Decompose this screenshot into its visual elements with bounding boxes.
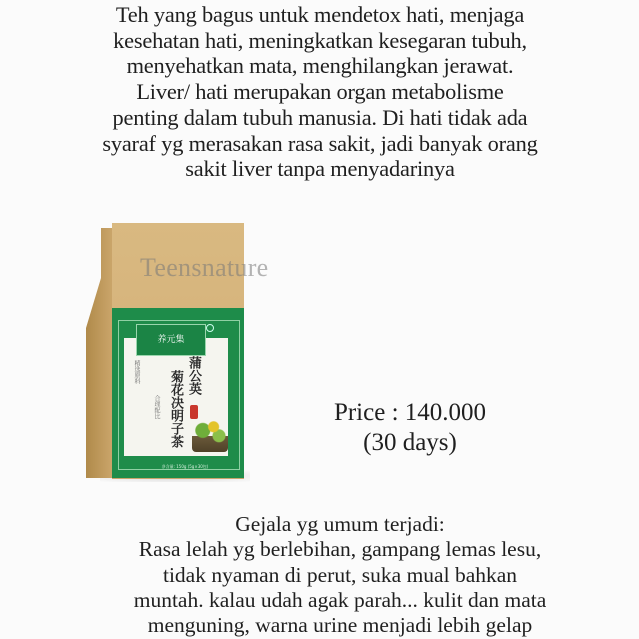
intro-line: Teh yang bagus untuk mendetox hati, menjaga [115, 2, 525, 27]
label-side-text-1: 精选原料 [133, 360, 140, 384]
intro-line: menyehatkan mata, menghilangkan jerawat. [126, 53, 514, 79]
intro-line: penting dalam tubuh manusia. Di hati tidak ada [112, 104, 528, 130]
net-weight-text: 净含量: 150g (5g×30包) [161, 464, 209, 469]
intro-line: syaraf yg merasakan rasa sakit, jadi banyak orang [102, 130, 538, 156]
price-block [300, 398, 520, 458]
registered-mark-icon [206, 324, 214, 332]
herbs-illustration-icon [192, 416, 228, 452]
product-name-col-1: 蒲公英 [186, 356, 201, 395]
symptoms-text [60, 512, 620, 638]
price-duration: (30 days) [363, 429, 457, 456]
intro-line: sakit liver tanpa menyadarinya [185, 156, 455, 182]
symptoms-heading: Gejala yg umum terjadi: [235, 512, 445, 536]
intro-line: kesehatan hati, meningkatkan kesegaran tubuh, [113, 27, 527, 53]
symptoms-line: Rasa lelah yg berlebihan, gampang lemas lesu, [138, 537, 542, 562]
intro-text [60, 2, 580, 182]
product-name-col-2: 菊花决明子茶 [168, 370, 183, 448]
symptoms-line: tidak nyaman di perut, suka mual bahkan [162, 562, 518, 587]
symptoms-line: menguning, warna urine menjadi lebih gelap [147, 613, 533, 638]
label-side-text-2: 合理配比 [153, 395, 160, 419]
symptoms-line: muntah. kalau udah agak parah... kulit dan mata [133, 587, 547, 612]
price-label: Price : 140.000 [333, 399, 487, 426]
intro-line: Liver/ hati merupakan organ metabolisme [136, 79, 504, 105]
brand-logo: 养元集 [136, 324, 206, 356]
watermark: Teensnature [140, 253, 269, 282]
